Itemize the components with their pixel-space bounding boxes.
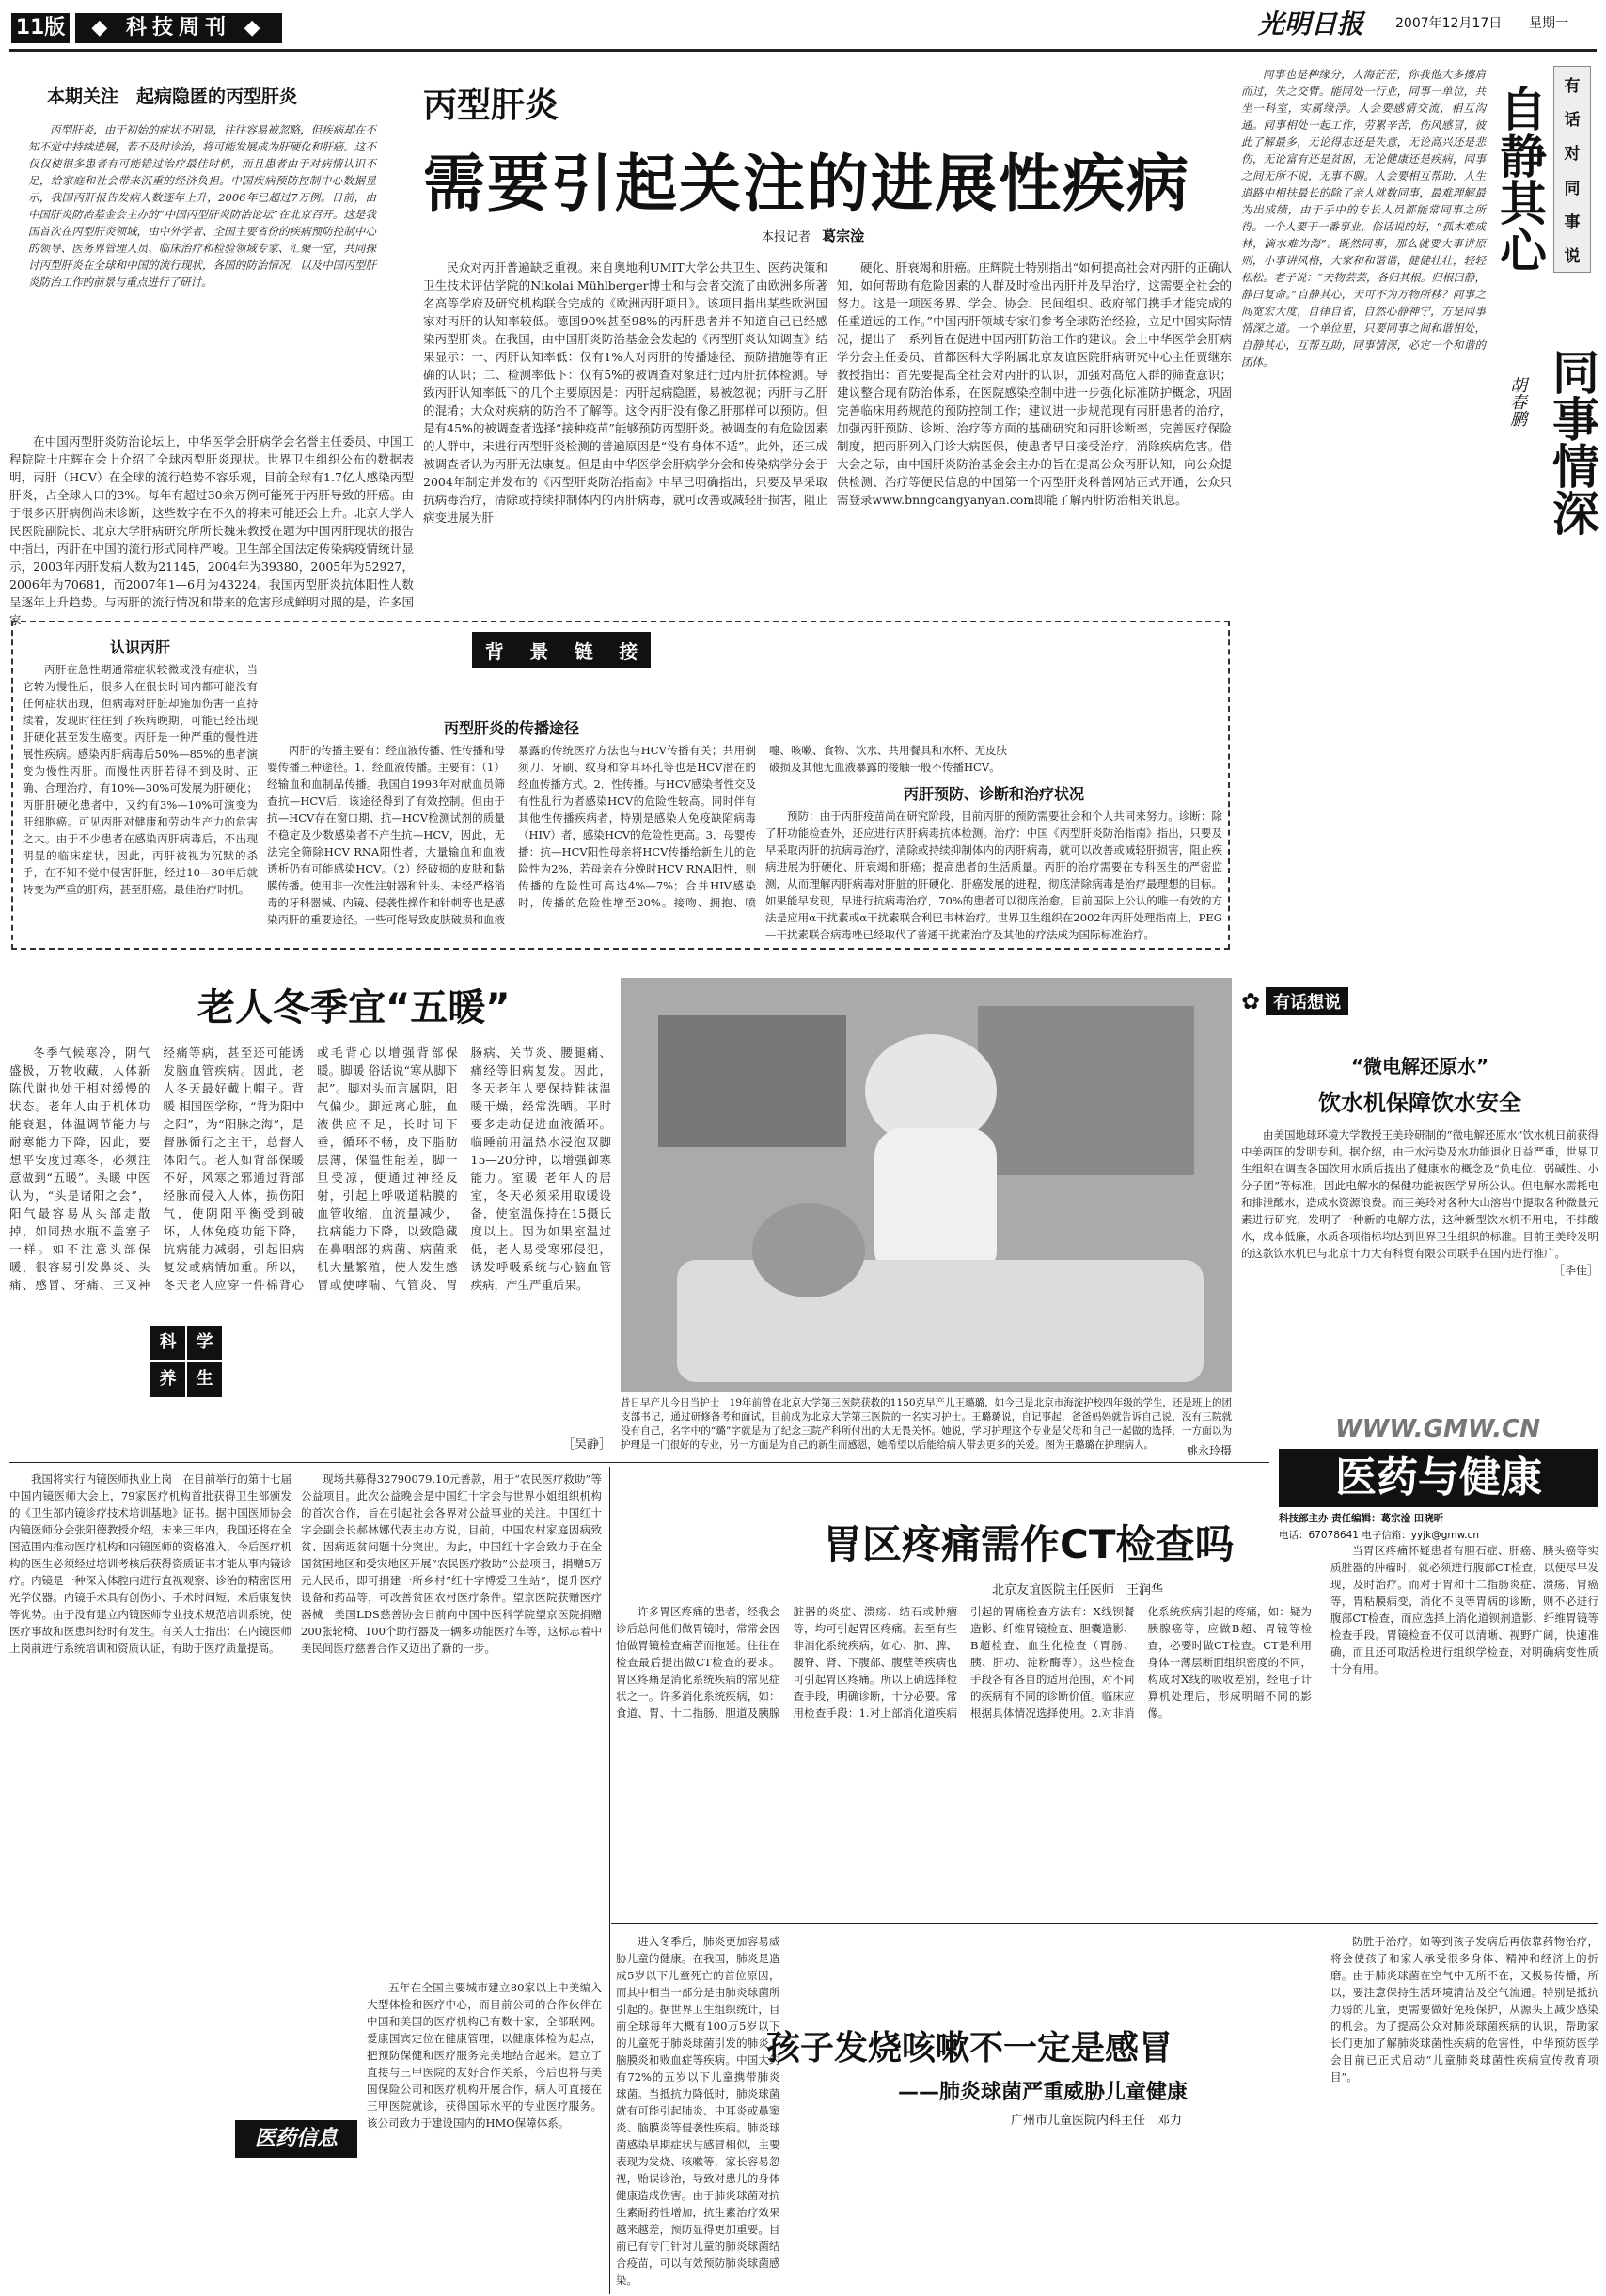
section-text: 丙肝的传播主要有：经血液传播、性传播和母婴传播三种途径。1．经血液传播。主要有：（1）经输血和血制品传播。我国自1993年对献血员筛查抗—HCV后，该途径得到了有效控制。但由于抗—HCV存在窗口期、抗—HCV检测试剂的质量不稳定及少数感染者不产生抗—HCV，因此，无法完全筛除HCV RNA阳性者，大量输血和血液透析仍有可能感染HCV。（2）经破损的皮肤和黏膜传播。使用非一次性注射器和针头、未经严格消毒的牙科器械、内镜、侵袭性操作和针刺等也是感染丙肝的重要途径。一些可能导致皮肤破损和血液暴露的传统医疗方法也与HCV传播有关；共用剃须刀、牙刷、纹身和穿耳环孔等也是HCV潜在的经血传播方式。2．性传播。与HCV感染者性交及有性乱行为者感染HCV的危险性较高。同时伴有其他性传播疾病者，特别是感染人免疫缺陷病毒（HIV）者，感染HCV的危险性更高。3．母婴传播：抗—HCV阳性母亲将HCV传播给新生儿的危险性为2%，若母亲在分娩时HCV RNA阳性，则传播的危险性可高达4%—7%；合并HIV感染时，传播的危险性增至20%。接吻、拥抱、喷嚏、咳嗽、食物、饮水、共用餐具和水杯、无皮肤破损及其他无血液暴露的接触一般不传播HCV。 bbox=[267, 744, 1007, 926]
article-kicker: 丙型肝炎 bbox=[423, 86, 559, 125]
section-title: 丙肝预防、诊断和治疗状况 bbox=[903, 785, 1084, 803]
banner-title: 医药与健康 bbox=[1279, 1449, 1598, 1507]
ct-article bbox=[616, 1504, 1598, 1918]
headline-line-2: 同事情深 bbox=[1545, 348, 1599, 536]
badge-char: 学 bbox=[187, 1326, 222, 1360]
photo-caption: 昔日早产儿今日当护士 19年前曾在北京大学第三医院获救的1150克早产儿王璐璐，如今已是北京市海淀护校四年级的学生，还是班上的团支部书记，通过研修备考和面试，目前成为北京大学第三医院的一名实习护士。王璐璐说，自记事起，爸爸妈妈就告诉自己说，没有三院就没有自己，名字中的“璐”字就是为了纪念三院产科所付出的大无畏关怀。她说，学习护理这个专业是父母和自己一起做的选择，一方面以为护理是一门很好的专业，另一方面是为自己的新生而感恩，她希望以后能给病人带去更多的关爱。图为王璐璐在护理病人。 bbox=[621, 1397, 1232, 1451]
focus-sidebar-text: 丙型肝炎，由于初始的症状不明显，往往容易被忽略，但疾病却在不知不觉中持续进展，若不及时诊治，将可能发展成为肝硬化和肝癌。这不仅仅使很多患者有可能错过治疗最佳时机，而且患者由于对病情认识不足，给家庭和社会带来沉重的经济负担。中国疾病预防控制中心数据显示，我国丙肝报告发病人数逐年上升，2006年已超过7万例。日前，由中国肝炎防治基金会主办的“中国丙型肝炎防治论坛”在北京召开。这是我国首次在丙型肝炎领域，由中外学者、全国主要省份的疾病预防控制中心的领导、医务界管理人员、临床治疗和检验领域专家、汇聚一堂，共同探讨丙型肝炎在全球和中国的流行现状，各国的防治情况，以及中国丙型肝炎防治工作的前景与重点进行了研讨。 bbox=[28, 123, 376, 289]
child-text: 进入冬季后，肺炎更加容易威胁儿童的健康。在我国，肺炎是造成5岁以下儿童死亡的首位原因，而其中相当一部分是由肺炎球菌所引起的。据世界卫生组织统计，目前全球每年大概有100万5岁以下的儿童死于肺炎球菌引发的肺炎、脑膜炎和败血症等疾病。中国大约有72%的五岁以下儿童携带肺炎球菌。当抵抗力降低时，肺炎球菌就有可能引起肺炎、中耳炎或鼻窦炎、脑膜炎等侵袭性疾病。肺炎球菌感染早期症状与感冒相似，主要表现为发烧、咳嗽等，家长容易忽视，贻误诊治，导致对患儿的身体健康造成伤害。由于肺炎球菌对抗生素耐药性增加，抗生素治疗效果越来越差，预防显得更加重要。目前已有专门针对儿童的肺炎球菌结合疫苗，可以有效预防肺炎球菌感染。 bbox=[616, 1935, 780, 2287]
colleague-footer bbox=[1241, 983, 1410, 1020]
badge-char: 生 bbox=[187, 1362, 222, 1397]
article-byline bbox=[762, 226, 1044, 246]
page-number: 11版 bbox=[11, 13, 70, 43]
badge-char: 养 bbox=[150, 1362, 185, 1397]
colleague-author: 胡春鹏 bbox=[1507, 376, 1527, 427]
water-kicker: “微电解还原水” bbox=[1350, 1055, 1489, 1077]
section-label bbox=[75, 13, 282, 43]
child-side-text: 防胜于治疗。如等到孩子发病后再依靠药物治疗，将会使孩子和家人承受很多身体、精神和经济上的折磨。由于肺炎球菌在空气中无所不在，又极易传播，所以，要注意保持生活环境清洁及空气流通。特别是抵抗力弱的儿童，更需要做好免疫保护，从源头上减少感染的机会。为了提高公众对肺炎球菌疾病的认识，帮助家长们更加了解肺炎球菌性疾病的危害性，中华预防医学会目前已正式启动“儿童肺炎球菌性疾病宣传教育项目”。 bbox=[1330, 1935, 1598, 2084]
child-article bbox=[616, 1927, 1598, 2294]
section-rule bbox=[611, 1923, 1598, 1924]
section-text: 丙肝在急性期通常症状较微或没有症状，当它转为慢性后，很多人在很长时间内都可能没有任何症状出现，但病毒对肝脏却施加伤害一直持续着，发现时往往到了疾病晚期，可能已经出现肝硬化甚至发生癌变。丙肝是一种严重的慢性进展性疾病。感染丙肝病毒后50%—85%的患者演变为慢性丙肝。而慢性丙肝若得不到及时、正确、合理治疗，有10%—30%可发展为肝硬化；丙肝肝硬化患者中，又约有3%—10%可演变为肝细胞癌。可见丙肝对健康和劳动生产力的危害之大。由于不少患者在感染丙肝病毒后，不出现明显的临床症状，因此，丙肝被视为沉默的杀手，在不知不觉中侵害肝脏，经过10—30年后就转变为严重的肝病，甚至肝癌。最佳治疗时机。 bbox=[23, 663, 258, 896]
background-section-1 bbox=[23, 632, 258, 942]
masthead bbox=[0, 0, 1606, 56]
winter-text: 冬季气候寒冷，阴气盛极，万物收藏，人体新陈代谢也处于相对缓慢的状态。老年人由于机体功能衰退，体温调节能力与耐寒能力下降，因此，要想平安度过寒冬，必须注意做到“五暖”。头暖 中医认为，“头是诸阳之会”，阳气最容易从头部走散掉，如同热水瓶不盖塞子一样。如不注意头部保暖，很容易引发鼻炎、头痛、感冒、牙痛、三叉神经痛等病，甚至还可能诱发脑血管疾病。因此，老人冬天最好戴上帽子。背暖 相国医学称，“背为阳中之阳”，为“阳脉之海”，是督脉循行之主干，总督人体阳气。老人如背部保暖不好，风寒之邪通过背部经脉而侵入人体，损伤阳气，使阴阳平衡受到破坏，人体免疫功能下降，抗病能力减弱，引起旧病复发或病情加重。所以，冬天老人应穿一件棉背心或毛背心以增强背部保暖。脚暖 俗话说“寒从脚下起”。脚对头而言属阴，阳气偏少。脚远离心脏，血液供应不足，长时间下垂，循环不畅，皮下脂肪层薄，保温性能差，脚一旦受凉，便通过神经反射，引起上呼吸道粘膜的血管收缩，血流量减少，抗病能力下降，以致隐藏在鼻咽部的病菌、病菌乘机大量繁殖，使人发生感冒或使哮喘、气管炎、胃肠病、关节炎、腰腿痛、痛经等旧病复发。因此，冬天老年人要保持鞋袜温暖干燥，经常洗晒。平时要多走动促进血液循环。临睡前用温热水浸泡双脚15—20分钟，以增强御寒能力。室暖 老年人的居室，冬天必须采用取暖设备，使室温保持在15摄氏度以上。因为如果室温过低，老人易受寒邪侵犯，诱发呼吸系统与心脑血管疾病，产生严重后果。 bbox=[9, 1046, 611, 1292]
ct-headline: 胃区疼痛需作CT检查吗 bbox=[823, 1521, 1235, 1567]
water-headline: 饮水机保障饮水安全 bbox=[1318, 1090, 1521, 1116]
focus-sidebar bbox=[9, 75, 395, 414]
badge-char: 科 bbox=[150, 1326, 185, 1360]
water-author: ［毕佳］ bbox=[1552, 1264, 1598, 1277]
issue-date: 2007年12月17日 bbox=[1395, 16, 1503, 31]
colleague-tag bbox=[1553, 66, 1591, 273]
section-title: 丙型肝炎的传播途径 bbox=[443, 719, 579, 737]
news-text-2: 现场共募得32790079.10元善款，用于“农民医疗救助”等公益项目。此次公益晚会是中国红十字会与世界小姐组织机构的首次合作，旨在引起社会各界对公益事业的关注。中国红十字会副会长郝林娜代表主办方说，目前，中国农村家庭因病致贫、因病返贫问题十分突出。为此，中国红十字会致力于在全国贫困地区和受灾地区开展“农民医疗救助”公益项目，捐赠5万元人民币，即可捐建一所乡村“红十字博爱卫生站”，提升医疗设备和药品等，可改善贫困农村医疗条件。望京医院获赠医疗器械 美国LDS慈善协会日前向中国中医科学院望京医院捐赠200张轮椅、100个助行器及一辆多功能医疗车等，这标志着中美民间医疗慈善合作又迈出了新的一步。 bbox=[301, 1472, 602, 1655]
article-headline: 需要引起关注的进展性疾病 bbox=[423, 148, 1190, 220]
badge-char: 接 bbox=[619, 639, 638, 663]
article-column-1: 在中国丙型肝炎防治论坛上，中华医学会肝病学会名誉主任委员、中国工程院院士庄辉在会上介绍了全球丙型肝炎现状。世界卫生组织公布的数据表明，丙肝（HCV）在全球的流行趋势不容乐观，目前全球有1.7亿人感染丙型肝炎，占全球人口的3%。每年有超过30余万例可能死于丙肝导致的肝癌。由于很多丙肝病例尚未诊断，这些数字在不久的将来可能还会上升。北京大学人民医院副院长、北京大学肝病研究所所长魏来教授在题为中国丙肝现状的报告中指出，丙肝在中国的流行形式同样严峻。卫生部全国法定传染病疫情统计显示，2003年丙肝发病人数为21145，2004年为39380，2005年为52927，2006年为70681，而2007年1—6月为43224。我国丙型肝炎抗体阳性人数呈逐年上升趋势。与丙肝的流行情况和带来的危害形成鲜明对照的是，许多国家 bbox=[9, 434, 414, 627]
flower-icon: ✿ bbox=[1241, 988, 1261, 1014]
banner-editors: 科技部主办 责任编辑：葛宗淦 田晓昕 bbox=[1279, 1513, 1444, 1524]
badge-char: 链 bbox=[574, 639, 593, 663]
badge-char: 背 bbox=[484, 639, 504, 663]
tag-char: 事 bbox=[1564, 212, 1581, 232]
focus-sidebar-title: 本期关注 起病隐匿的丙型肝炎 bbox=[47, 86, 298, 107]
child-byline: 广州市儿童医院内科主任 邓力 bbox=[1011, 2114, 1183, 2128]
section-rule bbox=[9, 1462, 1269, 1463]
background-box bbox=[11, 621, 1230, 950]
article-column-3: 硬化、肝衰竭和肝癌。庄辉院士特别指出“如何提高社会对丙肝的正确认知，如何帮助有危险因素的人群及时检出丙肝并及早治疗，这需要全社会的努力。这是一项医务界、学会、协会、民间组织、政府部门携手才能完成的任重道远的工作。”中国丙肝领域专家们参考全球防治经验，立足中国实际情况，提出了一系列旨在促进中国丙肝防治工作的建议。会上中华医学会肝病学分会主任委员、首都医科大学附属北京友谊医院肝病研究中心主任贾继东教授指出：首先要提高全社会对丙肝的认识，加强对高危人群的筛查意识；建议整合现有防治体系，在医院感染控制中进一步强化标准防护概念，巩固完善临床用药规范的预防控制工作；建议进一步规范现有丙肝患者的治疗，加强丙肝预防、诊断、治疗等方面的基础研究和丙肝诊断率，完善医疗保险制度，把丙肝列入门诊大病医保，使患者早日接受治疗，消除疾病危害。借大会之际，由中国肝炎防治基金会主办的旨在提高公众丙肝认知，向公众提供检测、治疗等便民信息的中国第一个丙型肝炎科普网站正式开通，公众只需登录www.bnngcangyanyan.com即能了解丙肝防治相关讯息。 bbox=[837, 260, 1232, 507]
banner-phone: 电话：67078641 电子信箱：yyjk@gmw.cn bbox=[1279, 1530, 1479, 1541]
colleague-footer-label: 有话想说 bbox=[1266, 987, 1348, 1015]
ct-side-text: 当胃区疼痛怀疑患者有胆石症、肝癌、胰头癌等实质脏器的肿瘤时，就必须进行腹部CT检查，以便尽早发现，及时治疗。而对于胃和十二指肠炎症、溃疡、胃癌等，胃粘膜病变，消化不良等胃病的诊断，则不必进行腹部CT检查，而应选择上消化道钡剂造影、纤维胃镜等检查手段。胃镜检查不仅可以清晰、视野广阔，快速准确，而且还可取活检进行组织学检查，对明确病变性质十分有用。 bbox=[1330, 1544, 1598, 1675]
nurse-photo bbox=[621, 978, 1232, 1392]
photo-credit: 姚永玲摄 bbox=[1186, 1444, 1232, 1457]
article-column-2: 民众对丙肝普遍缺乏重视。来自奥地利UMIT大学公共卫生、医药决策和卫生技术评估学院的Nikolai Mühlberger博士和与会者交流了由欧洲多所著名高等学府及研究机构联合完成的《欧洲丙肝项目》。该项目指出某些欧洲国家对丙肝的认知率较低。德国90%甚至98%的丙肝患者并不知道自己已经感染丙型肝炎。在我国，由中国肝炎防治基金会发起的《丙型肝炎认知调查》结果显示：一、丙肝认知率低：仅有1%人对丙肝的传播途径、预防措施等有正确的认识；二、检测率低下：仅有5%的被调查对象进行过丙肝抗体检测。导致丙肝认知率低下的几个主要原因是：丙肝起病隐匿，易被忽视；丙肝与乙肝的混淆；大众对疾病的防治不了解等。这令丙肝没有像乙肝那样可以预防。但是有45%的被调查者选择“接种疫苗”能够预防丙型肝炎。被调查的有危险因素的人群中，未进行丙型肝炎检测的普遍原因是“没有身体不适”。此外，还三成被调查者认为丙肝无法康复。但是由中华医学会肝病学分会和传染病学分会于2004年制定并发布的《丙型肝炎防治指南》中早已明确指出，只要及早采取抗病毒治疗，清除或持续抑制体内的丙肝病毒，就可改善或减轻肝损害，阻止病变进展为肝 bbox=[423, 260, 827, 525]
section-label-text: 科技周刊 bbox=[125, 16, 231, 39]
tag-char: 有 bbox=[1564, 76, 1581, 96]
winter-headline: 老人冬季宜“五暖” bbox=[197, 986, 511, 1030]
water-article bbox=[1241, 1044, 1598, 1410]
water-text: 由美国地球环境大学教授王美玲研制的“微电解还原水”饮水机日前获得中美两国的发明专利。据介绍，由于水污染及水功能退化日益严重，世界卫生组织在调查各国饮用水质后提出了健康水的概念及“负电位、弱碱性、小分子团”等标准，因此电解水的保健功能被医学界所公认。但电解水需耗电和排泄酸水，造成水资源浪费。而王美玲对各种大山溶岩中提取各种微量元素进行研究，发明了一种新的电解方法，这种新型饮水机不用电，不排酸水，成本低廉，水质各项指标均达到世界卫生组织的标准。目前王美玲发明的这款饮水机已与北京十力大有科贸有限公司联手在国内进行推广。 bbox=[1241, 1128, 1598, 1260]
section-title: 认识丙肝 bbox=[109, 638, 170, 656]
badge-char: 景 bbox=[529, 639, 549, 663]
newspaper-logo: 光明日报 bbox=[1258, 8, 1364, 39]
issue-weekday: 星期一 bbox=[1529, 16, 1568, 31]
tag-char: 说 bbox=[1564, 247, 1581, 267]
colleague-headline bbox=[1493, 66, 1598, 649]
section-text: 预防：由于丙肝疫苗尚在研究阶段，目前丙肝的预防需要社会和个人共同来努力。诊断：除了肝功能检查外，还应进行丙肝病毒抗体检测。治疗：中国《丙型肝炎防治指南》指出，只要及早采取丙肝的抗病毒治疗，清除或持续抑制体内的丙肝病毒，就可以改善或减轻肝损害，阻止疾病进展为肝硬化、肝衰竭和肝癌；提高患者的生活质量。丙肝的治疗需要在专科医生的严密监测，从而理解丙肝病毒对肝脏的肝硬化、肝癌发展的进程，彻底清除病毒是治疗最理想的目标。如果能早发现，早进行抗病毒治疗，70%的患者可以彻底治愈。目前国际上公认的唯一有效的方法是应用α干扰素或α干扰素联合利巴韦林治疗。世界卫生组织在2002年丙肝处理指南上，PEG—干扰素联合病毒唑已经取代了普通干扰素治疗及其他的疗法成为国际标准治疗。 bbox=[765, 810, 1222, 941]
column-divider bbox=[609, 1467, 610, 2294]
diamond-icon: ◆ bbox=[244, 16, 266, 39]
ct-byline: 北京友谊医院主任医师 王润华 bbox=[992, 1583, 1164, 1597]
winter-article bbox=[9, 959, 611, 1457]
child-subhead: ——肺炎球菌严重威胁儿童健康 bbox=[898, 2081, 1189, 2104]
winter-author: ［吴静］ bbox=[561, 1438, 611, 1452]
photo-block bbox=[621, 978, 1232, 1457]
diamond-icon: ◆ bbox=[91, 16, 114, 39]
news-text-3: 五年在全国主要城市建立80家以上中美编入大型体检和医疗中心，而目前公司的合作伙伴在中国和美国的医疗机构已有数十家，全部联网。爱康国宾定位在健康管理，以健康体检为起点，把预防保健和医疗服务完美地结合起来。建立了直接与三甲医院的友好合作关系，今后也将与美国保险公司和医疗机构开展合作，病人可直接在三甲医院就诊，获得国际水平的专业医疗服务。该公司致力于建设国内的HMO保障体系。 bbox=[367, 1981, 602, 2130]
background-section-3 bbox=[765, 632, 1222, 942]
byline-role: 本报记者 bbox=[762, 230, 811, 244]
tag-char: 对 bbox=[1564, 145, 1581, 165]
ct-text: 许多胃区疼痛的患者，经我会诊后总问他们做胃镜时，常常会因怕做胃镜检查痛苦而拖延。往往在检查最后提出做CT检查的要求。胃区疼痛是消化系统疾病的常见症状之一。许多消化系统疾病，如：食道、胃、十二指肠、胆道及胰腺脏器的炎症、溃疡、结石或肿瘤等，均可引起胃区疼痛。甚至有些非消化系统疾病，如心、肺、脾、腰脊、肾、下腹部、腹壁等疾病也可引起胃区疼痛。所以正确选择检查手段，明确诊断，十分必要。常用检查手段：1.对上部消化道疾病引起的胃痛检查方法有：X线钡餐造影、纤维胃镜检查、胆囊造影、B超检查、血生化检查（胃肠、胰、肝功、淀粉酶等）。这些检查手段各有各自的适用范围，对不同的疾病有不同的诊断价值。临床应根据具体情况选择使用。2.对非消化系统疾病引起的疼痛，如：疑为胰腺癌等，应做B超、胃镜等检查，必要时做CT检查。CT是利用身体一薄层断面组织密度的不同，构成对X线的吸收差别，经电子计算机处理后，形成明暗不同的影像。 bbox=[616, 1605, 1312, 1720]
news-logo bbox=[235, 2120, 357, 2158]
news-text-1: 我国将实行内镜医师执业上岗 在目前举行的第十七届中国内镜医师大会上，79家医疗机构首批获得卫生部颁发的《卫生部内镜诊疗技术培训基地》证书。据中国医师协会内镜医师分会张阳德教授介绍，未来三年内，我国还将在全国范围内推动医疗机构和内镜医师的资格准入，今后医疗机构的医生必须经过培训考核后获得资质证书才能从事内镜诊疗。内镜是一种深入体腔内进行直视观察、诊治的精密医用光学仪器。内镜手术具有创伤小、手术时间短、术后康复快等优势。由于没有建立内镜医师专业技术规范培训系统，使医疗事故和医患纠纷时有发生。有关人士指出：在内镜医师上岗前进行系统培训和资质认证，有助于医疗质量提高。 bbox=[9, 1472, 291, 1655]
colleague-text: 同事也是种缘分，人海茫茫，你我他大多擦肩而过，失之交臂。能同处一行业，同事一单位，共坐一科室，实属缘浮。人会要感情交流，相互沟通。同事相处一起工作，劳累辛苦，伤风感冒，彼此了解最多，无论得志还是失意，无论高兴还是悲伤，无论富有还是贫困，无论健康还是疾病，同事之间无所不说，无事不聊。人会要相互帮助，人生道路中相扶最长的除了亲人就数同事，最难理解最为出成绩，由于手中的专长人员都能常同事之所得。一个人要干一番事业，俗话说的好，“孤木难成林，滴水难为海”。既然同事，那么就要大事讲原则，小事讲风格，大家和和谐谐，健健壮壮，轻轻松松。老子说：“夫物芸芸，各归其根。归根曰静，静曰复命。”自静其心，天可不为万物所移？同事之间宽宏大度，自律自省，自然心静神宁，方是同事情深之道。一个单位里，只要同事之间和谐相处，自静其心，互帮互助，同事情深，必定一个和谐的团体。 bbox=[1241, 68, 1486, 369]
news-column bbox=[9, 1467, 602, 2294]
tag-char: 同 bbox=[1564, 179, 1581, 198]
tag-char: 话 bbox=[1564, 110, 1581, 130]
colleague-column bbox=[1241, 56, 1598, 1039]
byline-name: 葛宗淦 bbox=[822, 228, 865, 244]
banner-url: WWW.GMW.CN bbox=[1335, 1415, 1541, 1443]
news-logo-text: 医药信息 bbox=[235, 2120, 357, 2158]
child-headline: 孩子发烧咳嗽不一定是感冒 bbox=[766, 2029, 1173, 2068]
nurse-photo-illustration bbox=[621, 978, 1232, 1392]
headline-line-1: 自静其心 bbox=[1492, 85, 1547, 273]
masthead-rule bbox=[9, 49, 1597, 52]
main-article bbox=[9, 56, 1232, 627]
